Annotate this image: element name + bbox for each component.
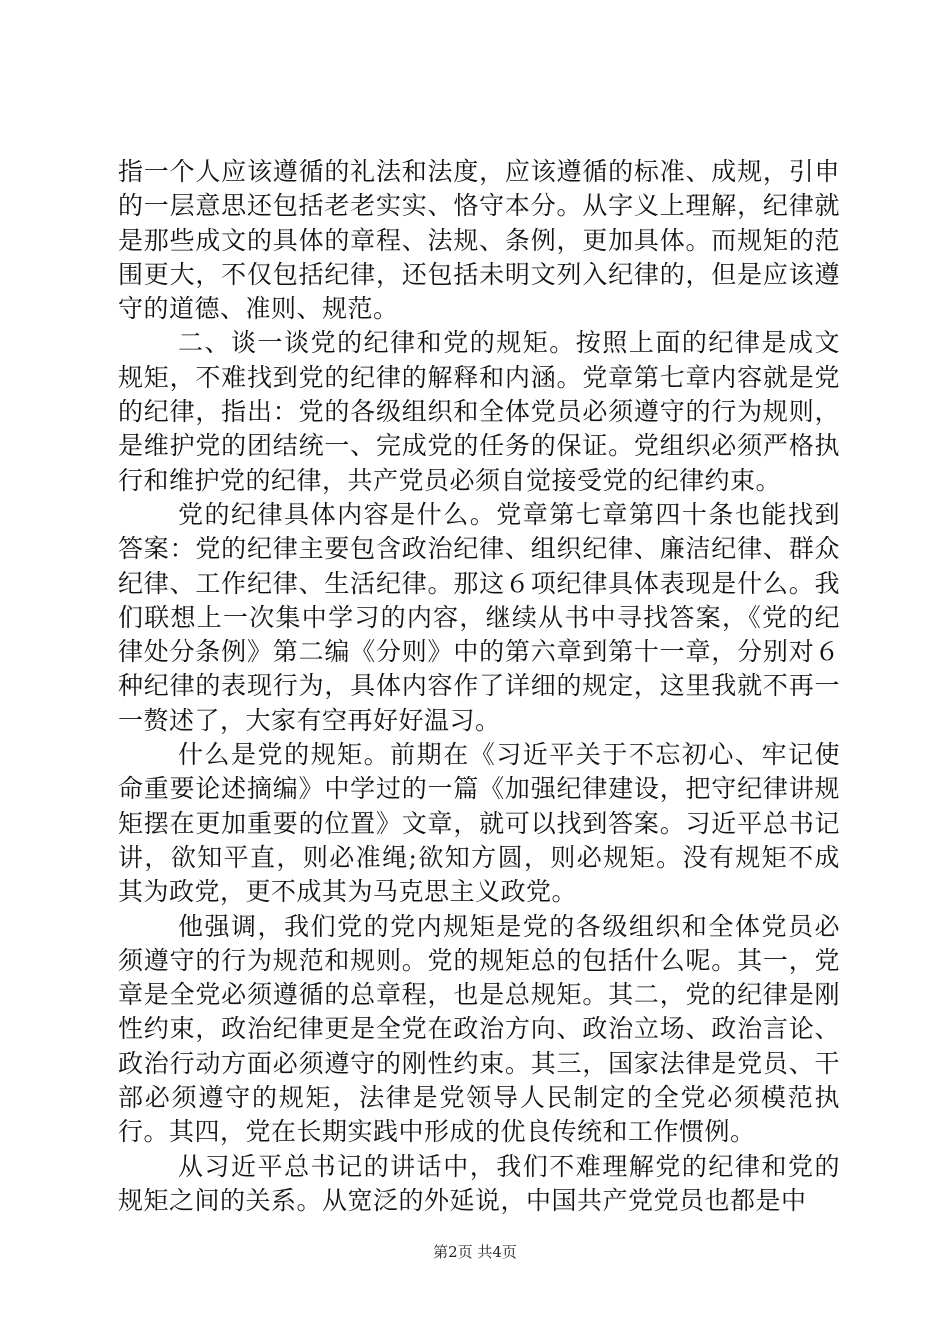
paragraph-continuation: 指一个人应该遵循的礼法和法度，应该遵循的标准、成规，引申的一层意思还包括老老实实、恪守本分。从字义上理解，纪律就是那些成文的具体的章程、法规、条例，更加具体。而规矩的范围更大，不仅包括纪律，还包括未明文列入纪律的，但是应该遵守的道德、准则、规范。 (118, 157, 840, 324)
document-body (118, 155, 840, 1218)
paragraph-relationship: 从习近平总书记的讲话中，我们不难理解党的纪律和党的规矩之间的关系。从宽泛的外延说，中国共产党党员也都是中 (118, 1151, 840, 1215)
page-footer: 第2页 共4页 (433, 1243, 517, 1261)
paragraph-party-discipline-and-rules: 二、谈一谈党的纪律和党的规矩。按照上面的纪律是成文规矩，不难找到党的纪律的解释和内涵。党章第七章内容就是党的纪律，指出：党的各级组织和全体党员必须遵守的行为规则，是维护党的团结统一、完成党的任务的保证。党组织必须严格执行和维护党的纪律，共产党员必须自觉接受党的纪律约束。 (118, 328, 840, 495)
paragraph-emphasis: 他强调，我们党的党内规矩是党的各级组织和全体党员必须遵守的行为规范和规则。党的规矩总的包括什么呢。其一，党章是全党必须遵循的总章程，也是总规矩。其二，党的纪律是刚性约束，政治纪律更是全党在政治方向、政治立场、政治言论、政治行动方面必须遵守的刚性约束。其三，国家法律是党员、干部必须遵守的规矩，法律是党领导人民制定的全党必须模范执行。其四，党在长期实践中形成的优良传统和工作惯例。 (118, 911, 840, 1147)
paragraph-party-rules: 什么是党的规矩。前期在《习近平关于不忘初心、牢记使命重要论述摘编》中学过的一篇《加强纪律建设，把守纪律讲规矩摆在更加重要的位置》文章，就可以找到答案。习近平总书记讲，欲知平直，则必准绳;欲知方圆，则必规矩。没有规矩不成其为政党，更不成其为马克思主义政党。 (118, 740, 840, 907)
paragraph-discipline-content: 党的纪律具体内容是什么。党章第七章第四十条也能找到答案：党的纪律主要包含政治纪律、组织纪律、廉洁纪律、群众纪律、工作纪律、生活纪律。那这６项纪律具体表现是什么。我们联想上一次集中学习的内容，继续从书中寻找答案，《党的纪律处分条例》第二编《分则》中的第六章到第十一章，分别对６种纪律的表现行为，具体内容作了详细的规定，这里我就不再一一赘述了，大家有空再好好温习。 (118, 499, 840, 735)
